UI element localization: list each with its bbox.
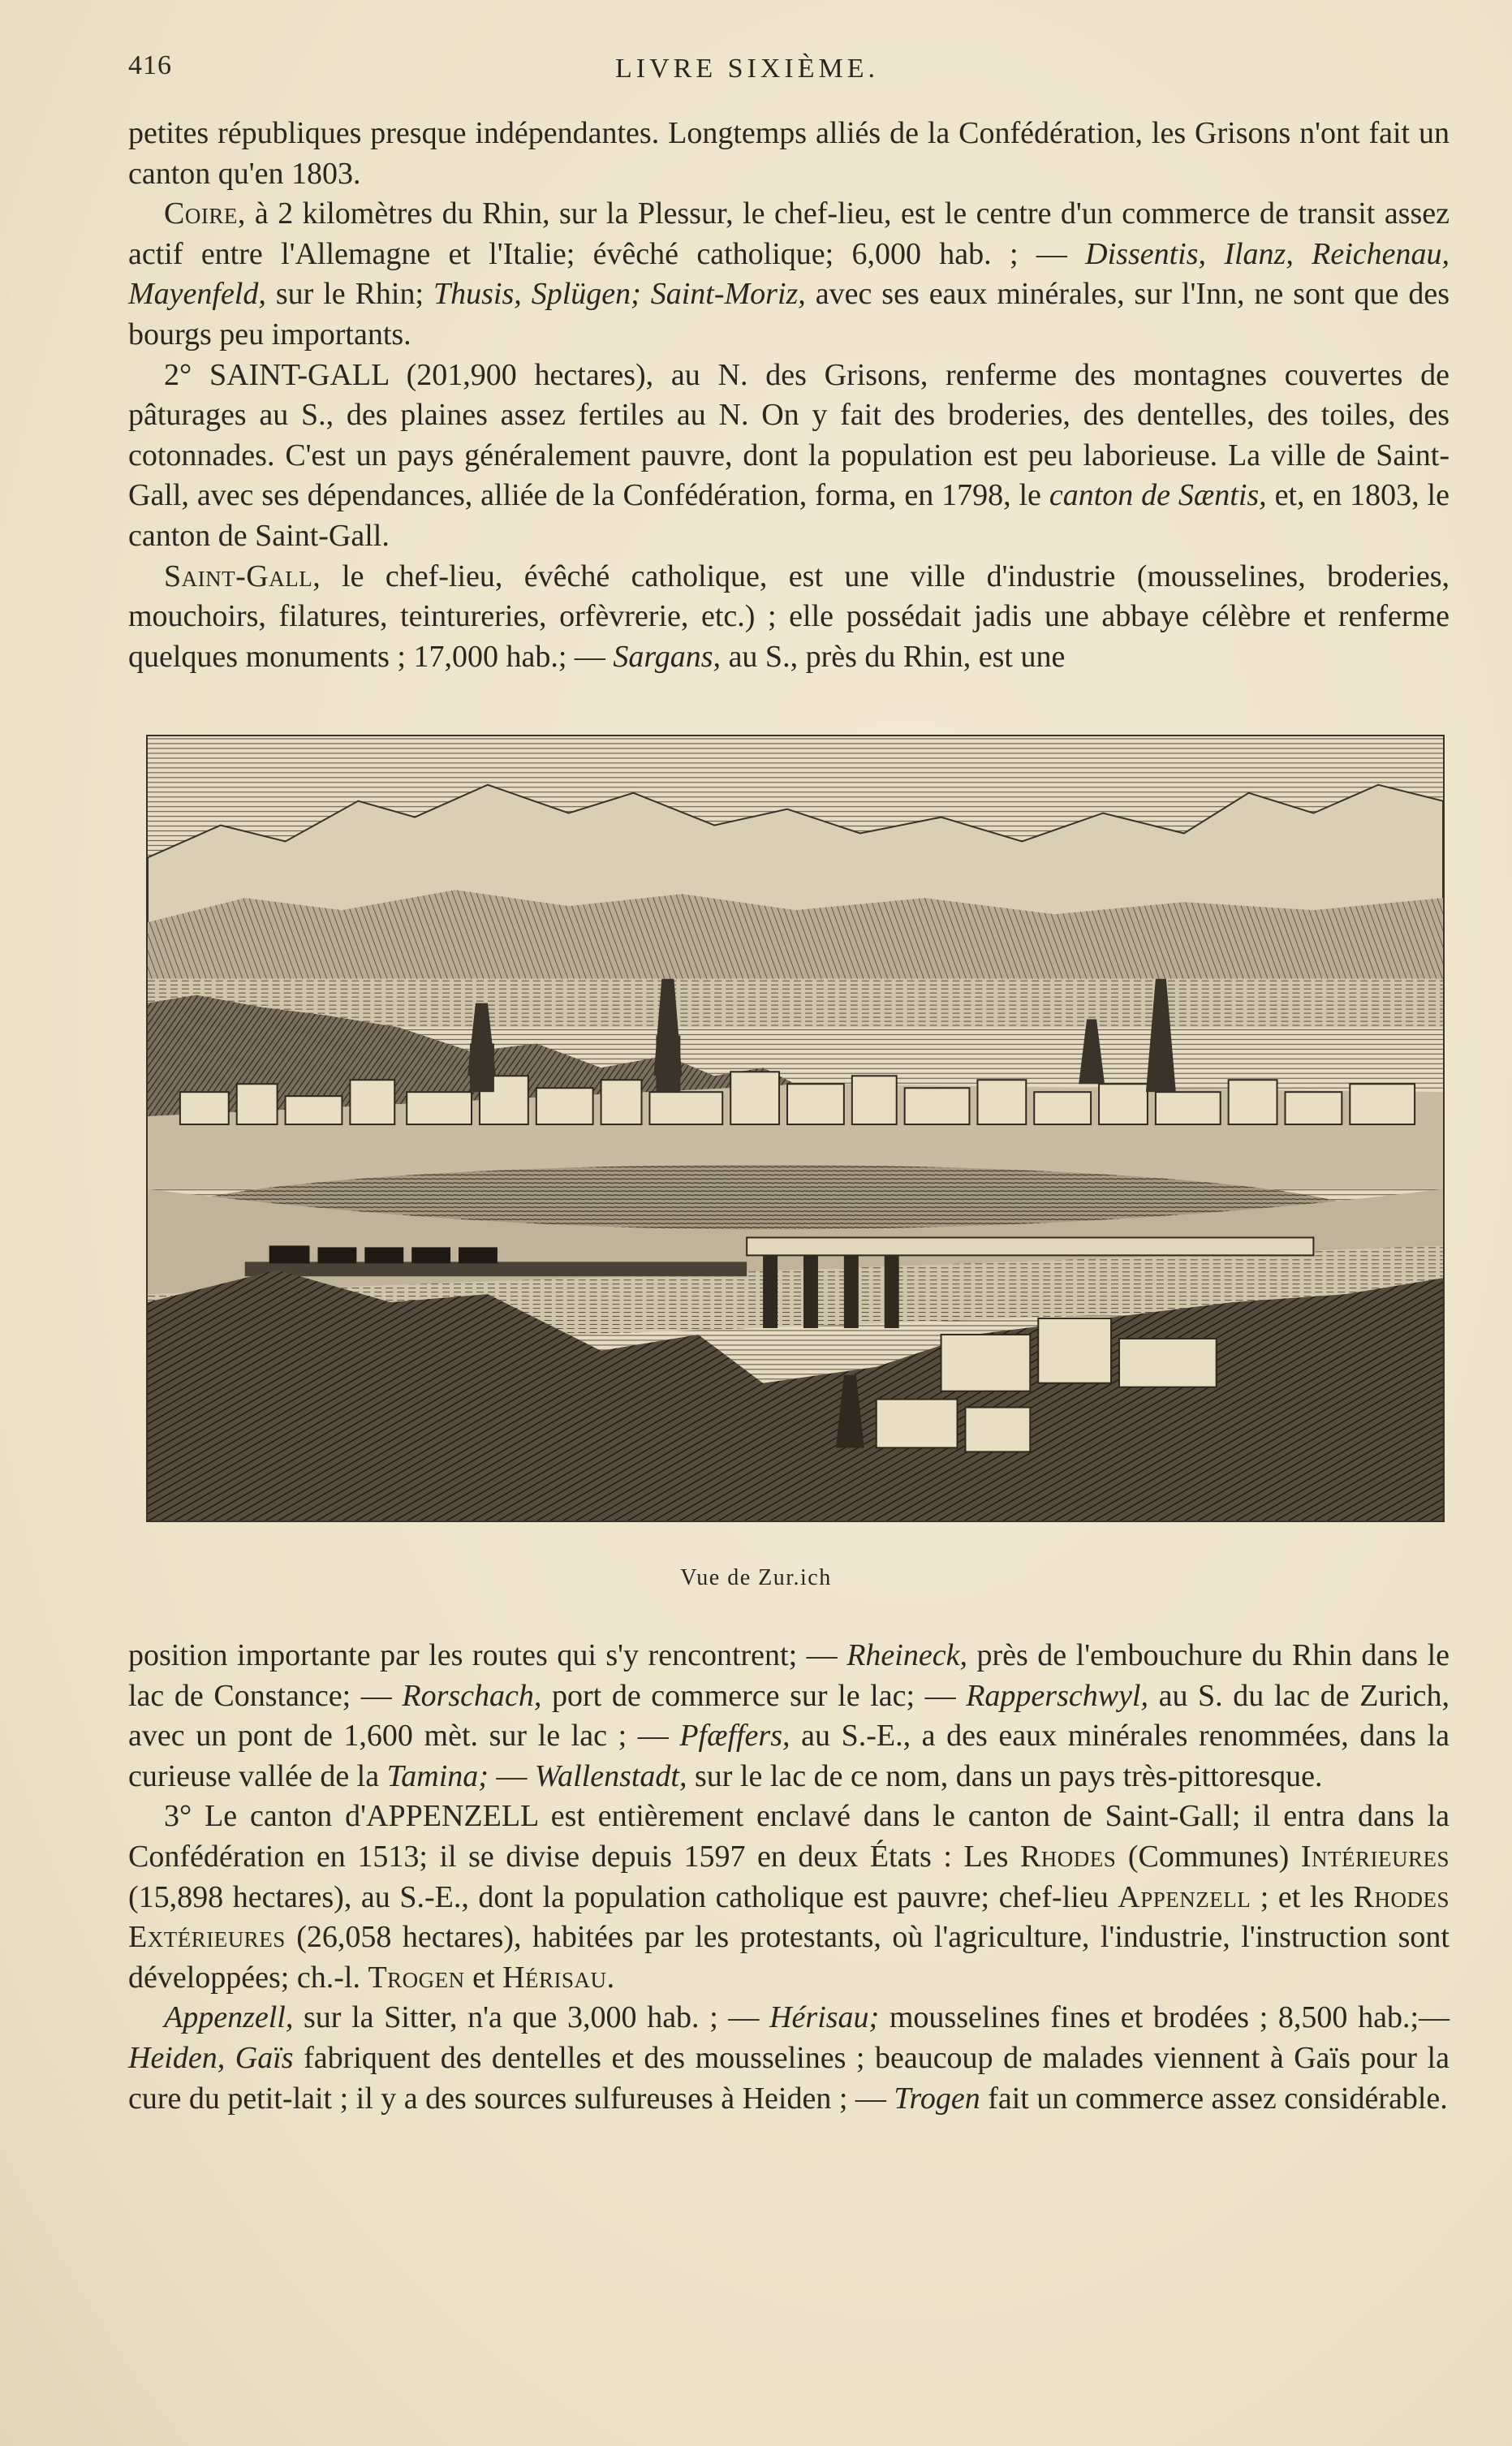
engraving-drawing [148, 736, 1443, 1521]
paragraph: 2° SAINT-GALL (201,900 hectares), au N. des Grisons, renferme des montagnes couvertes de pâturages au S., des plaines assez fertiles au N. On y fait des broderies, des dentelles, des toiles, des cotonnades. C'est un pays généralement pauvre, dont la population est peu laborieuse. La ville de Saint-Gall, avec ses dépendances, alliée de la Confédération, forma, en 1798, le canton de Sæntis, et, en 1803, le canton de Saint-Gall. [128, 357, 1450, 553]
running-title: LIVRE SIXIÈME. [615, 54, 879, 84]
paragraph: Saint-Gall, le chef-lieu, évêché catholique, est une ville d'industrie (mousselines, broderies, mouchoirs, filatures, teintureries, orfèvrerie, etc.) ; elle possédait jadis une abbaye célèbre et renferme quelques monuments ; 17,000 hab.; — Sargans, au S., près du Rhin, est une [128, 559, 1450, 674]
paragraph: position importante par les routes qui s'y rencontrent; — Rheineck, près de l'embouchure du Rhin dans le lac de Constance; — Rorschach, port de commerce sur le lac; — Rapperschwyl, au S. du lac de Zurich, avec un pont de 1,600 mèt. sur le lac ; — Pfæffers, au S.-E., a des eaux minérales renommées, dans la curieuse vallée de la Tamina; — Wallenstadt, sur le lac de ce nom, dans un pays très-pittoresque. [128, 1638, 1450, 1793]
paragraph: 3° Le canton d'APPENZELL est entièrement enclavé dans le canton de Saint-Gall; il entra dans la Confédération en 1513; il se divise depuis 1597 en deux États : Les Rhodes (Communes) Intérieures (15,898 hectares), au S.-E., dont la population catholique est pauvre; chef-lieu Appenzell ; et les Rhodes Extérieures (26,058 hectares), habitées par les protestants, où l'agriculture, l'industrie, l'instruction sont développées; ch.-l. Trogen et Hérisau. [128, 1799, 1450, 1995]
paragraph: Coire, à 2 kilomètres du Rhin, sur la Plessur, le chef-lieu, est le centre d'un commerce de transit assez actif entre l'Allemagne et l'Italie; évêché catholique; 6,000 hab. ; — Dissentis, Ilanz, Reichenau, Mayenfeld, sur le Rhin; Thusis, Splügen; Saint-Moriz, avec ses eaux minérales, sur l'Inn, ne sont que des bourgs peu importants. [128, 196, 1450, 352]
top-text-block [128, 114, 1450, 677]
page-header [128, 50, 1447, 99]
paragraph: petites républiques presque indépendantes. Longtemps alliés de la Confédération, les Grisons n'ont fait un canton qu'en 1803. [128, 116, 1450, 191]
figure-caption: Vue de Zur.ich [680, 1565, 832, 1590]
page-number: 416 [128, 50, 172, 80]
paragraph: Appenzell, sur la Sitter, n'a que 3,000 hab. ; — Hérisau; mousselines fines et brodées ; 8,500 hab.;—Heiden, Gaïs fabriquent des dentelles et des mousselines ; beaucoup de malades viennent à Gaïs pour la cure du petit-lait ; il y a des sources sulfureuses à Heiden ; — Trogen fait un commerce assez considérable. [128, 2000, 1450, 2116]
engraving-illustration [146, 735, 1445, 1522]
bottom-text-block [128, 1636, 1450, 2119]
